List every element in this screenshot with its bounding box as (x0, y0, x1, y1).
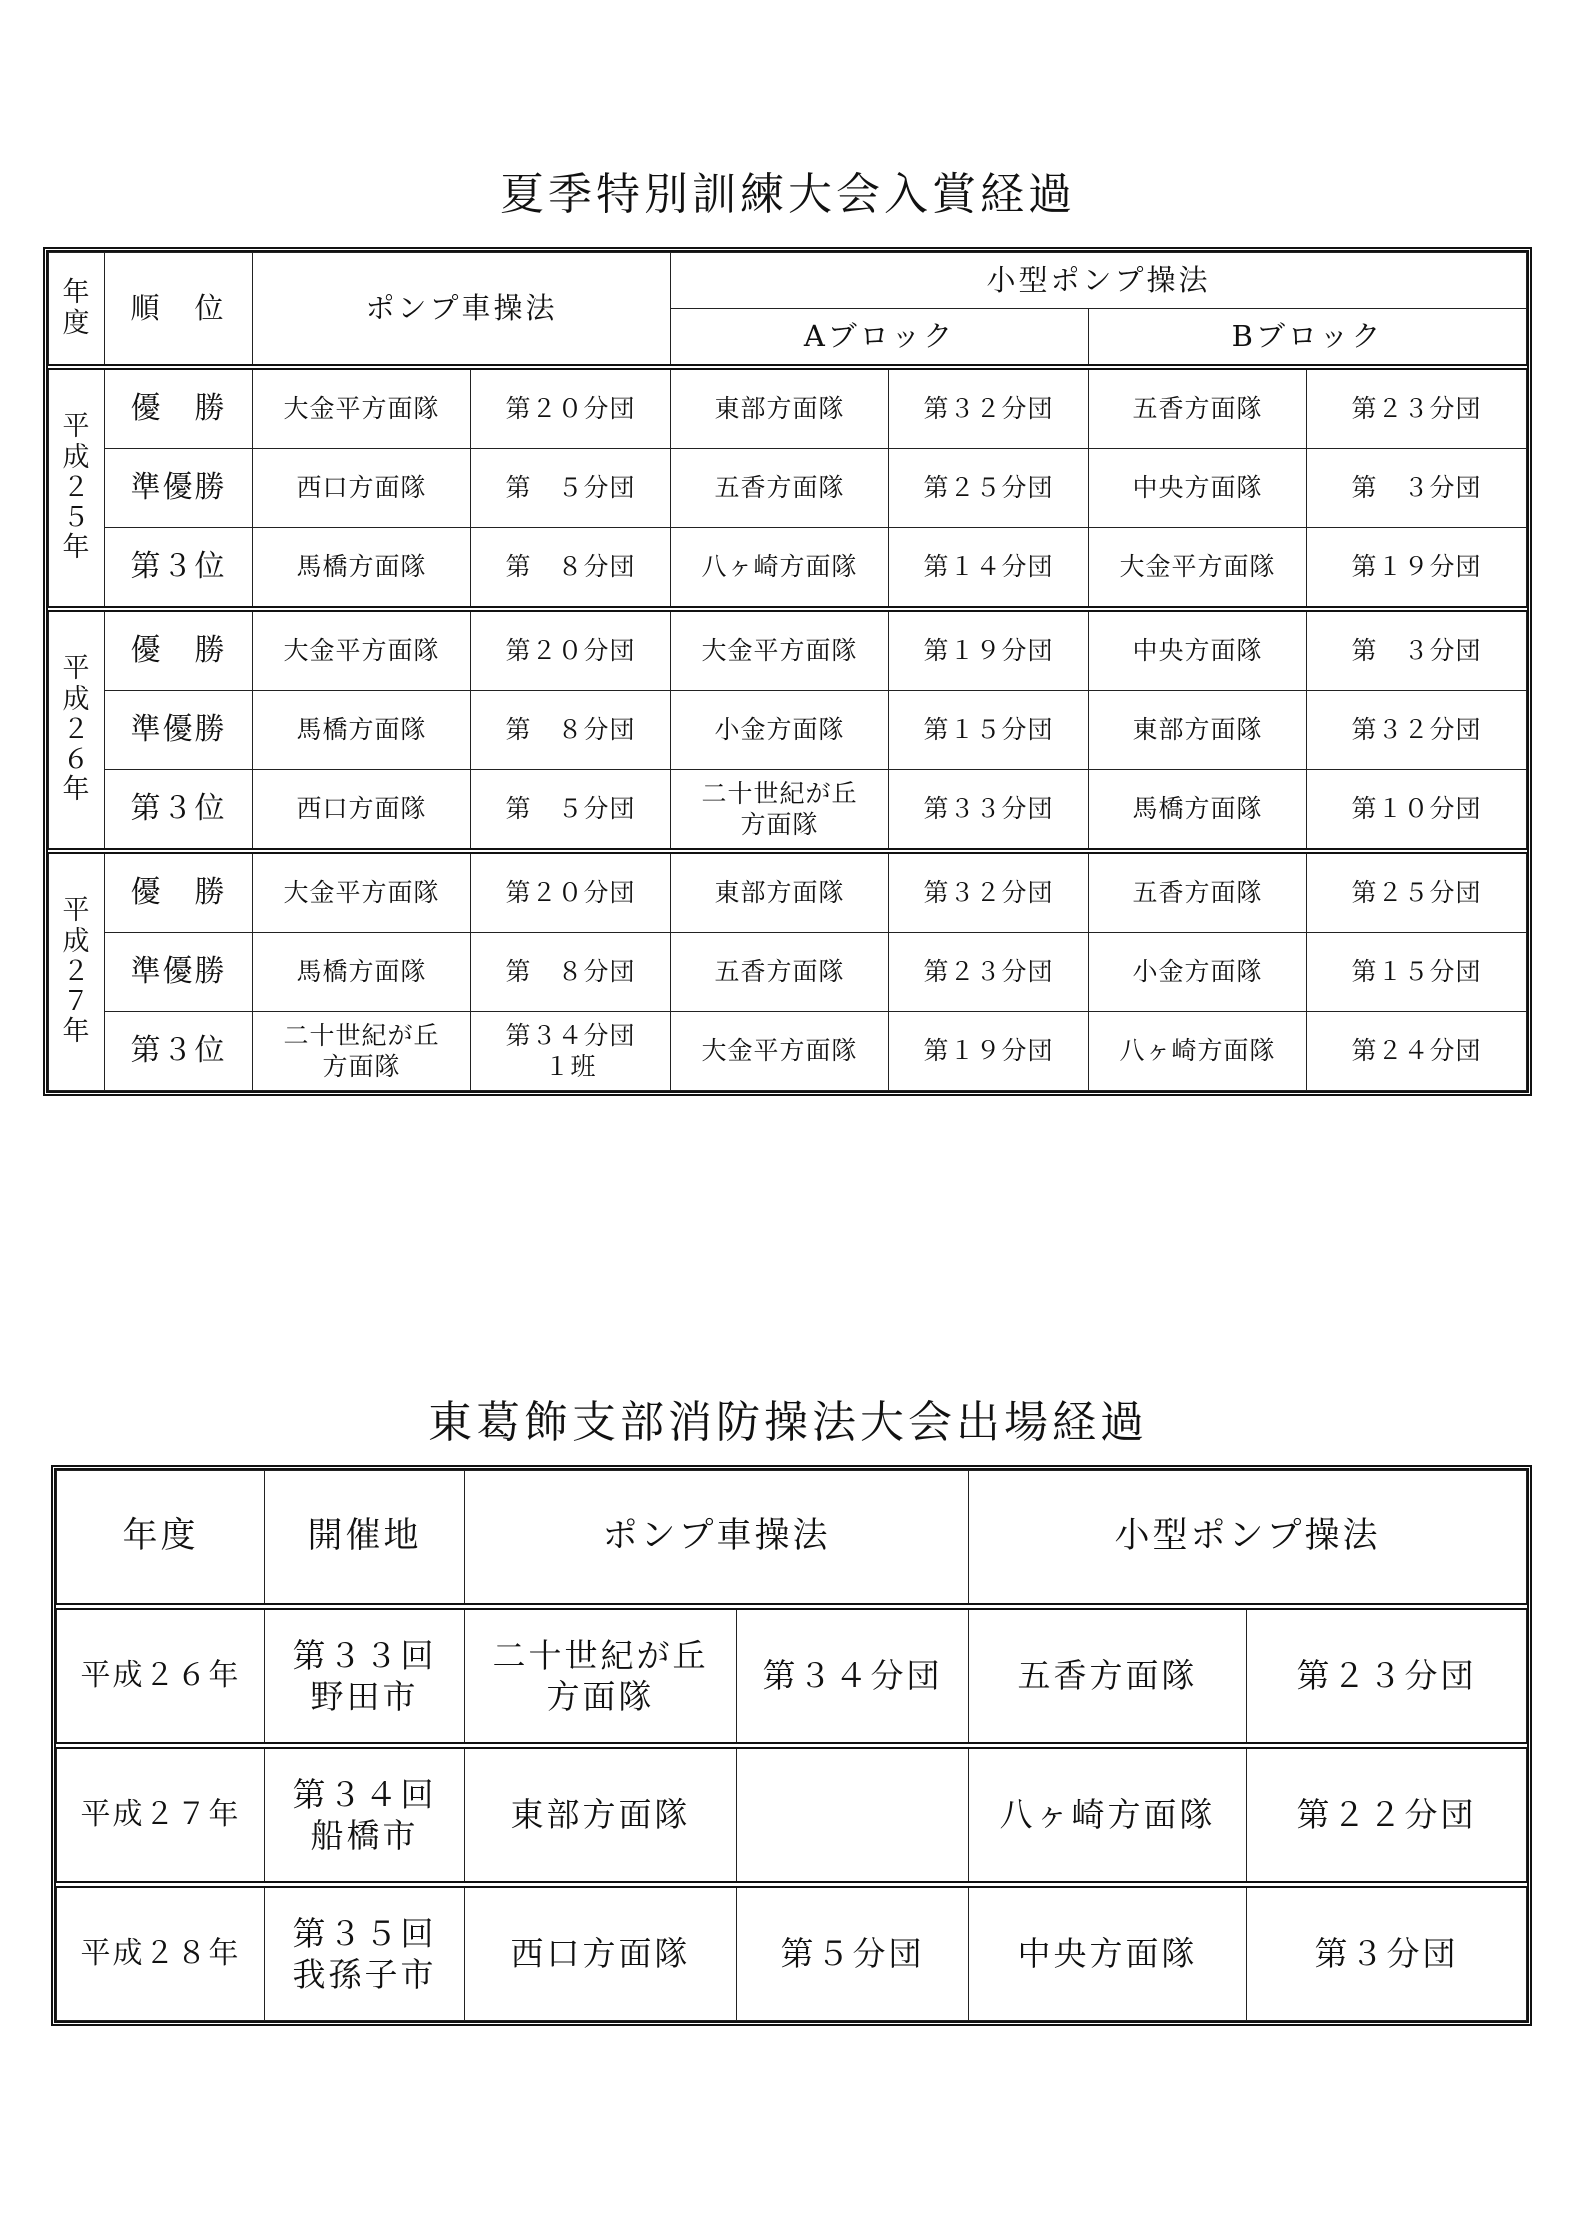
block-a-team: 東部方面隊 (671, 851, 889, 933)
header-block-a: Aブロック (671, 309, 1089, 368)
block-b-unit: 第１９分団 (1307, 528, 1527, 610)
block-a-unit: 第１５分団 (889, 691, 1089, 770)
rank-cell: 準優勝 (105, 933, 253, 1012)
small-pump-unit: 第３分団 (1247, 1885, 1527, 2021)
block-b-team: 大金平方面隊 (1089, 528, 1307, 610)
pump-car-unit: 第３４分団 １班 (471, 1012, 671, 1091)
rank-cell: 第３位 (105, 1012, 253, 1091)
header-small-pump: 小型ポンプ操法 (969, 1471, 1527, 1607)
block-b-team: 五香方面隊 (1089, 851, 1307, 933)
block-a-unit: 第２５分団 (889, 449, 1089, 528)
header-pump-car: ポンプ車操法 (465, 1471, 969, 1607)
block-b-team: 馬橋方面隊 (1089, 770, 1307, 852)
year-cell: 平 成 ２ ７ 年 (49, 851, 105, 1091)
pump-car-unit (737, 1746, 969, 1885)
year-cell: 平成２６年 (57, 1607, 265, 1746)
block-a-team: 小金方面隊 (671, 691, 889, 770)
pump-car-team: 馬橋方面隊 (253, 933, 471, 1012)
venue-cell: 第３４回 船橋市 (265, 1746, 465, 1885)
tournament-row (57, 1746, 1527, 1885)
header-block-b: Bブロック (1089, 309, 1527, 368)
block-a-unit: 第１４分団 (889, 528, 1089, 610)
year-cell: 平成２７年 (57, 1746, 265, 1885)
tournament-header-row (57, 1471, 1527, 1607)
award-row (49, 528, 1527, 610)
block-a-unit: 第３２分団 (889, 851, 1089, 933)
small-pump-team: 五香方面隊 (969, 1607, 1247, 1746)
pump-car-unit: 第 ５分団 (471, 770, 671, 852)
block-a-team: 東部方面隊 (671, 367, 889, 449)
block-b-team: 小金方面隊 (1089, 933, 1307, 1012)
block-b-unit: 第２４分団 (1307, 1012, 1527, 1091)
block-b-unit: 第３２分団 (1307, 691, 1527, 770)
block-b-team: 東部方面隊 (1089, 691, 1307, 770)
pump-car-team: 東部方面隊 (465, 1746, 737, 1885)
header-venue: 開催地 (265, 1471, 465, 1607)
pump-car-unit: 第２０分団 (471, 851, 671, 933)
block-b-unit: 第２５分団 (1307, 851, 1527, 933)
award-row (49, 851, 1527, 933)
block-b-unit: 第１５分団 (1307, 933, 1527, 1012)
pump-car-unit: 第 ８分団 (471, 691, 671, 770)
awards-table (48, 252, 1527, 1091)
tournament-row (57, 1607, 1527, 1746)
header-year: 年度 (57, 1471, 265, 1607)
award-row (49, 609, 1527, 691)
tournament-table-title: 東葛飾支部消防操法大会出場経過 (428, 1397, 1148, 1448)
header-small-pump: 小型ポンプ操法 (671, 253, 1527, 309)
award-row (49, 449, 1527, 528)
year-cell: 平成２８年 (57, 1885, 265, 2021)
pump-car-unit: 第５分団 (737, 1885, 969, 2021)
tournament-table (56, 1470, 1527, 2021)
award-row (49, 691, 1527, 770)
award-row (49, 367, 1527, 449)
header-rank: 順 位 (105, 253, 253, 368)
block-a-team: 大金平方面隊 (671, 609, 889, 691)
pump-car-team: 二十世紀が丘 方面隊 (253, 1012, 471, 1091)
block-b-unit: 第 ３分団 (1307, 449, 1527, 528)
block-b-unit: 第１０分団 (1307, 770, 1527, 852)
block-b-team: 五香方面隊 (1089, 367, 1307, 449)
small-pump-unit: 第２２分団 (1247, 1746, 1527, 1885)
small-pump-team: 中央方面隊 (969, 1885, 1247, 2021)
rank-cell: 優 勝 (105, 851, 253, 933)
pump-car-team: 馬橋方面隊 (253, 691, 471, 770)
pump-car-team: 大金平方面隊 (253, 851, 471, 933)
block-a-team: 八ヶ崎方面隊 (671, 528, 889, 610)
rank-cell: 第３位 (105, 770, 253, 852)
header-pump-car: ポンプ車操法 (253, 253, 671, 368)
pump-car-team: 大金平方面隊 (253, 367, 471, 449)
rank-cell: 優 勝 (105, 609, 253, 691)
pump-car-unit: 第３４分団 (737, 1607, 969, 1746)
year-cell: 平 成 ２ ６ 年 (49, 609, 105, 851)
block-a-unit: 第２３分団 (889, 933, 1089, 1012)
awards-header-row (49, 253, 1527, 309)
pump-car-unit: 第 ８分団 (471, 528, 671, 610)
pump-car-team: 馬橋方面隊 (253, 528, 471, 610)
tournament-row (57, 1885, 1527, 2021)
pump-car-unit: 第２０分団 (471, 609, 671, 691)
pump-car-team: 西口方面隊 (253, 770, 471, 852)
block-a-team: 二十世紀が丘 方面隊 (671, 770, 889, 852)
header-year: 年 度 (49, 253, 105, 368)
rank-cell: 準優勝 (105, 449, 253, 528)
venue-cell: 第３３回 野田市 (265, 1607, 465, 1746)
pump-car-team: 大金平方面隊 (253, 609, 471, 691)
pump-car-team: 西口方面隊 (253, 449, 471, 528)
rank-cell: 第３位 (105, 528, 253, 610)
pump-car-team: 二十世紀が丘 方面隊 (465, 1607, 737, 1746)
pump-car-unit: 第２０分団 (471, 367, 671, 449)
block-a-unit: 第１９分団 (889, 609, 1089, 691)
block-b-team: 中央方面隊 (1089, 449, 1307, 528)
rank-cell: 準優勝 (105, 691, 253, 770)
block-a-unit: 第３３分団 (889, 770, 1089, 852)
small-pump-unit: 第２３分団 (1247, 1607, 1527, 1746)
award-row (49, 1012, 1527, 1091)
block-b-team: 中央方面隊 (1089, 609, 1307, 691)
award-row (49, 933, 1527, 1012)
block-a-team: 大金平方面隊 (671, 1012, 889, 1091)
pump-car-unit: 第 ５分団 (471, 449, 671, 528)
pump-car-team: 西口方面隊 (465, 1885, 737, 2021)
small-pump-team: 八ヶ崎方面隊 (969, 1746, 1247, 1885)
block-a-team: 五香方面隊 (671, 933, 889, 1012)
award-row (49, 770, 1527, 852)
awards-table-title: 夏季特別訓練大会入賞経過 (500, 169, 1076, 220)
block-b-unit: 第２３分団 (1307, 367, 1527, 449)
block-b-unit: 第 ３分団 (1307, 609, 1527, 691)
pump-car-unit: 第 ８分団 (471, 933, 671, 1012)
rank-cell: 優 勝 (105, 367, 253, 449)
block-a-team: 五香方面隊 (671, 449, 889, 528)
venue-cell: 第３５回 我孫子市 (265, 1885, 465, 2021)
block-b-team: 八ヶ崎方面隊 (1089, 1012, 1307, 1091)
block-a-unit: 第３２分団 (889, 367, 1089, 449)
year-cell: 平 成 ２ ５ 年 (49, 367, 105, 609)
block-a-unit: 第１９分団 (889, 1012, 1089, 1091)
